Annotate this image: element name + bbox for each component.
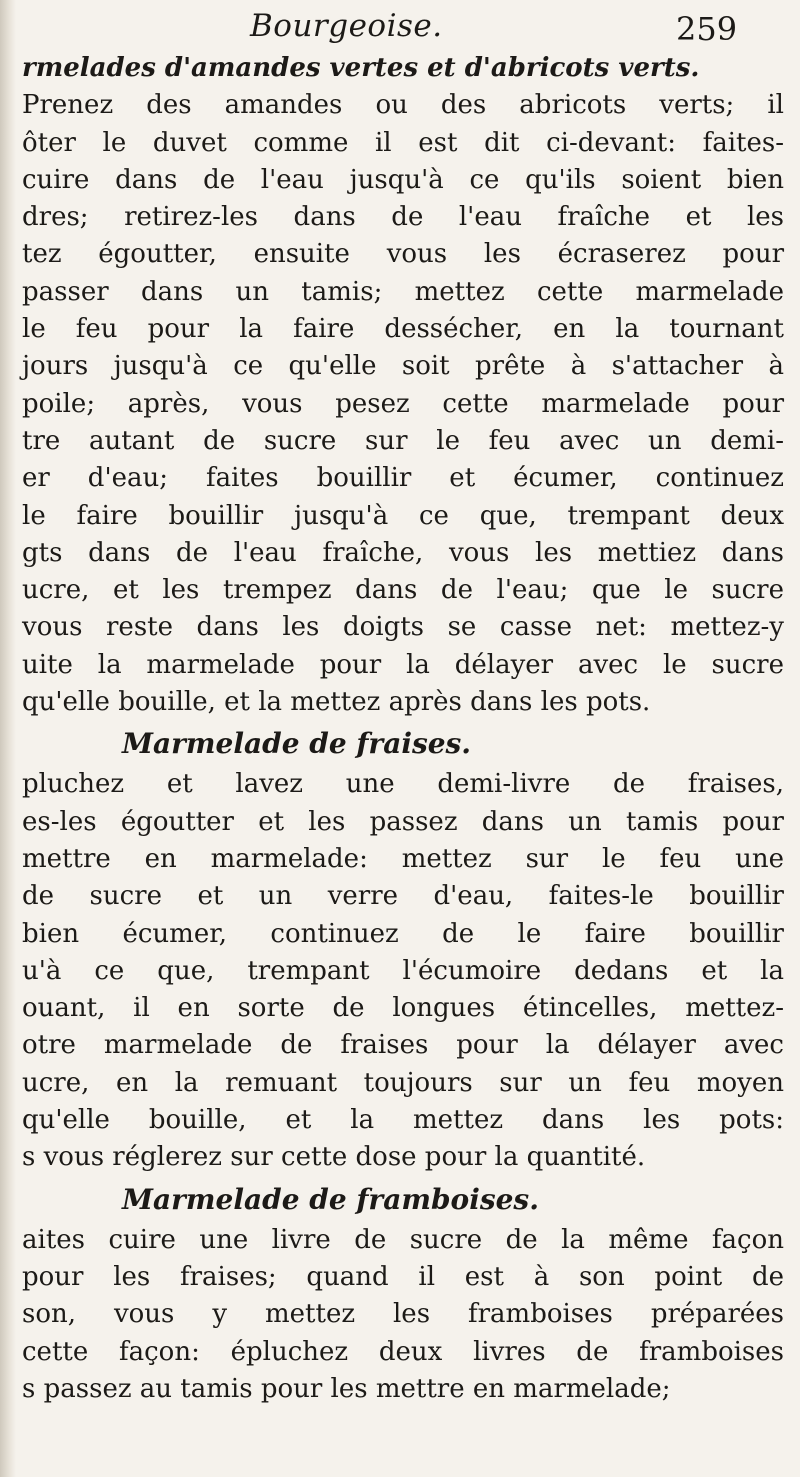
text-line: cuire dans de l'eau jusqu'à ce qu'ils soient bien: [22, 164, 784, 195]
text-line: s vous réglerez sur cette dose pour la quantité.: [22, 1142, 646, 1173]
section-heading-fraises: Marmelade de fraises.: [122, 727, 472, 761]
text-line: pour les fraises; quand il est à son point de: [22, 1261, 784, 1292]
text-line: passer dans un tamis; mettez cette marmelade: [22, 276, 784, 307]
text-line: Prenez des amandes ou des abricots verts; il: [22, 90, 784, 121]
text-line: son, vous y mettez les framboises préparées: [22, 1299, 784, 1330]
text-line: bien écumer, continuez de le faire bouillir: [22, 918, 784, 949]
text-line: ôter le duvet comme il est dit ci-devant: faites-: [22, 127, 784, 158]
text-line: otre marmelade de fraises pour la délayer avec: [22, 1030, 784, 1061]
text-line: u'à ce que, trempant l'écumoire dedans et la: [22, 955, 784, 986]
text-line: er d'eau; faites bouillir et écumer, continuez: [22, 463, 784, 494]
text-line: ouant, il en sorte de longues étincelles, mettez-: [22, 993, 784, 1024]
running-title: Bourgeoise.: [250, 8, 443, 44]
text-line: aites cuire une livre de sucre de la même façon: [22, 1224, 784, 1255]
text-line: mettre en marmelade: mettez sur le feu une: [22, 843, 784, 874]
body-text: [22, 50, 784, 1408]
text-line: cette façon: épluchez deux livres de framboises: [22, 1336, 784, 1367]
section-heading-framboises: Marmelade de framboises.: [122, 1182, 539, 1216]
text-line: le faire bouillir jusqu'à ce que, trempant deux: [22, 500, 784, 531]
text-line: gts dans de l'eau fraîche, vous les mettiez dans: [22, 537, 784, 568]
text-line: jours jusqu'à ce qu'elle soit prête à s'attacher à: [22, 351, 784, 382]
text-line: poile; après, vous pesez cette marmelade pour: [22, 388, 784, 419]
text-line: ucre, et les trempez dans de l'eau; que le sucre: [22, 575, 784, 606]
text-line: ucre, en la remuant toujours sur un feu moyen: [22, 1067, 784, 1098]
page-number: 259: [676, 10, 738, 48]
recipe-title-line: rmelades d'amandes vertes et d'abricots verts.: [22, 53, 700, 83]
text-line: le feu pour la faire dessécher, en la tournant: [22, 314, 784, 345]
text-line: dres; retirez-les dans de l'eau fraîche et les: [22, 202, 784, 233]
text-line: tre autant de sucre sur le feu avec un demi-: [22, 425, 784, 456]
text-line: pluchez et lavez une demi-livre de fraises,: [22, 769, 784, 800]
binding-gutter: [0, 0, 16, 1477]
text-line: uite la marmelade pour la délayer avec le sucre: [22, 649, 784, 680]
text-line: de sucre et un verre d'eau, faites-le bouillir: [22, 881, 784, 912]
running-head: [0, 8, 800, 48]
text-line: tez égoutter, ensuite vous les écraserez pour: [22, 239, 784, 270]
text-line: es-les égoutter et les passez dans un tamis pour: [22, 806, 784, 837]
text-line: qu'elle bouille, et la mettez après dans les pots.: [22, 687, 651, 718]
text-line: qu'elle bouille, et la mettez dans les pots:: [22, 1105, 784, 1136]
text-line: s passez au tamis pour les mettre en marmelade;: [22, 1373, 671, 1404]
text-line: vous reste dans les doigts se casse net: mettez-y: [22, 612, 784, 643]
